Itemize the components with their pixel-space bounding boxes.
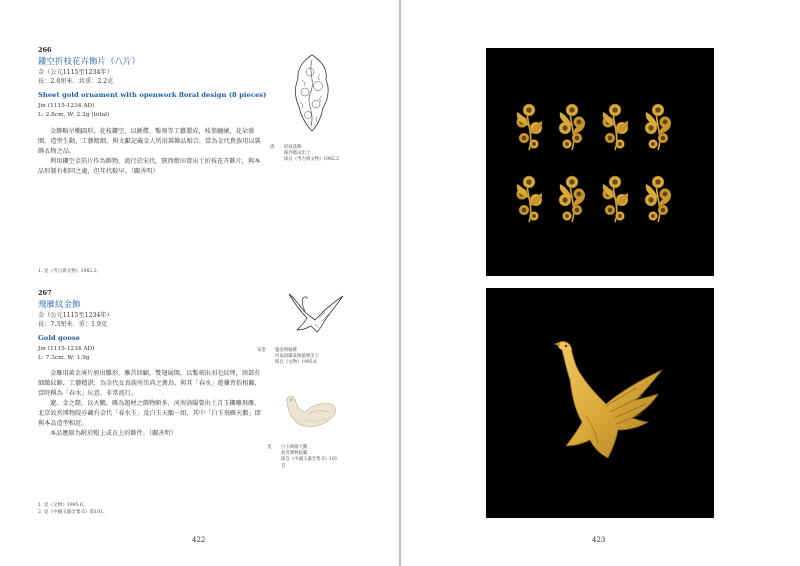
caption-line: 採自《中國玉器全集·5》101頁 (281, 457, 338, 469)
floral-ornament-piece (559, 104, 585, 150)
caption-line: 採自《文物》1995.6 (275, 360, 317, 366)
entry-267-paragraph: 金雁用黃金薄片剪出雛形，雁首回顧，雙翅展開，以鏨刻出羽毛紋理，頸部有細緻紋飾，工藝精湛，為金代女真族所崇尚之禽鳥，與其「春水」遊獵習俗相關，當時稱為「春水」玩意，非常流行。 (38, 370, 261, 397)
entry-267-footnote (38, 503, 108, 516)
jade-goose-photo (281, 392, 339, 432)
floral-ornament-piece (645, 176, 671, 222)
entry-number-267: 267 (38, 289, 52, 297)
floral-ornament-piece (517, 104, 543, 150)
entry-267-en-date: Jin (1115-1234 AD) (38, 346, 95, 352)
floral-drawing-caption (270, 145, 360, 167)
jade-goose-caption (267, 445, 367, 467)
floral-ornaments-photo (486, 48, 714, 276)
entry-267-paragraph: 遼、金之際，以天鵝、雁為題材之飾物頗多，河南洛陽曾出土青玉鏤雕飛雁，北京故宮博物院亦藏有金代「春水玉」及白玉天鵝一組，其中「白玉飛雁天鵝」即與本品造型相近。 (38, 400, 261, 427)
entry-266-en-title: Sheet gold ornament with openwork floral design (8 pieces) (38, 91, 267, 99)
caption-line: 河南洛陽某地墓葬出土 (275, 354, 319, 360)
entry-266-footnote: 1. 見《考古與文物》1982.2。 (38, 269, 102, 274)
entry-266-zh-title: 鏤空折枝花卉飾片（八片） (38, 57, 141, 67)
entry-266-body (38, 127, 261, 177)
gold-goose (486, 288, 714, 518)
floral-ornaments-set (486, 48, 714, 276)
entry-number-266: 266 (38, 46, 52, 54)
entry-267-en-size: L: 7.3cm. W: 1.9g (38, 355, 90, 361)
right-page (401, 0, 800, 566)
entry-267-body (38, 369, 261, 439)
floral-ornament-piece (517, 176, 543, 222)
entry-267-meta-size: 長：7.3厘米．重：1.9克 (38, 321, 108, 328)
floral-ornament-piece (603, 104, 629, 150)
entry-266-en-date: Jin (1115-1234 AD) (38, 103, 95, 109)
left-page (0, 0, 399, 566)
entry-267-en-title: Gold goose (38, 334, 81, 342)
caption-line: 故宮博物院藏 (281, 451, 308, 457)
caption-period: 金 (267, 445, 272, 450)
footnote-line: 2. 見《中國玉器全集·5》第101。 (38, 509, 108, 515)
caption-period: 唐 (270, 145, 275, 150)
caption-line: 折枝花飾 (284, 145, 302, 150)
entry-266-meta-size: 長：2.8厘米．共重：2.2克 (38, 78, 114, 85)
entry-267-meta-date: 金（公元1115至1234年） (38, 312, 113, 319)
page-number-left: 422 (192, 536, 206, 544)
floral-ornament-drawing (290, 52, 334, 134)
floral-ornament-piece (603, 176, 629, 222)
goose-drawing-caption (257, 348, 357, 370)
entry-267-zh-title: 飛雁紋金飾 (38, 300, 81, 310)
caption-line: 陝西藍田出土 (284, 151, 311, 157)
caption-line: 採自《考古與文物》1982.2 (284, 157, 339, 163)
floral-ornament-piece (559, 176, 585, 222)
entry-267-paragraph: 本品應原為附於帽上或衣上的飾件。（關善明） (50, 430, 177, 437)
gold-goose-photo (486, 288, 714, 518)
entry-266-en-size: L: 2.8cm. W: 2.2g (total) (38, 112, 110, 118)
entry-266-meta-date: 金（公元1115至1234年） (38, 69, 113, 76)
caption-line: 鎏金飛雁飾 (275, 348, 297, 353)
caption-line: 白玉飛雁天鵝 (281, 445, 308, 450)
entry-266-paragraph: 金飾略呈橢圓形，花枝鏤空，以錘揲、鏨刻等工藝製成，枝葉纏繞，花朵盛開，造型生動，工藝精細，與文獻記載金人所用裝飾品相合，當為金代貴族用以裝飾衣物之品。 (38, 128, 261, 155)
caption-period: 宋金 (257, 348, 266, 353)
page-number-right: 423 (592, 536, 606, 544)
floral-ornament-piece (645, 104, 671, 150)
entry-266-paragraph: 利用鏤空金箔片作為飾物，流行於宋代，陝西藍田曾出土折枝花卉飾片，與本品形制有相同之處，但年代較早。（關善明） (38, 158, 261, 175)
goose-drawing (285, 290, 347, 336)
footnote-line: 1. 見《文物》1995.6。 (38, 503, 88, 508)
